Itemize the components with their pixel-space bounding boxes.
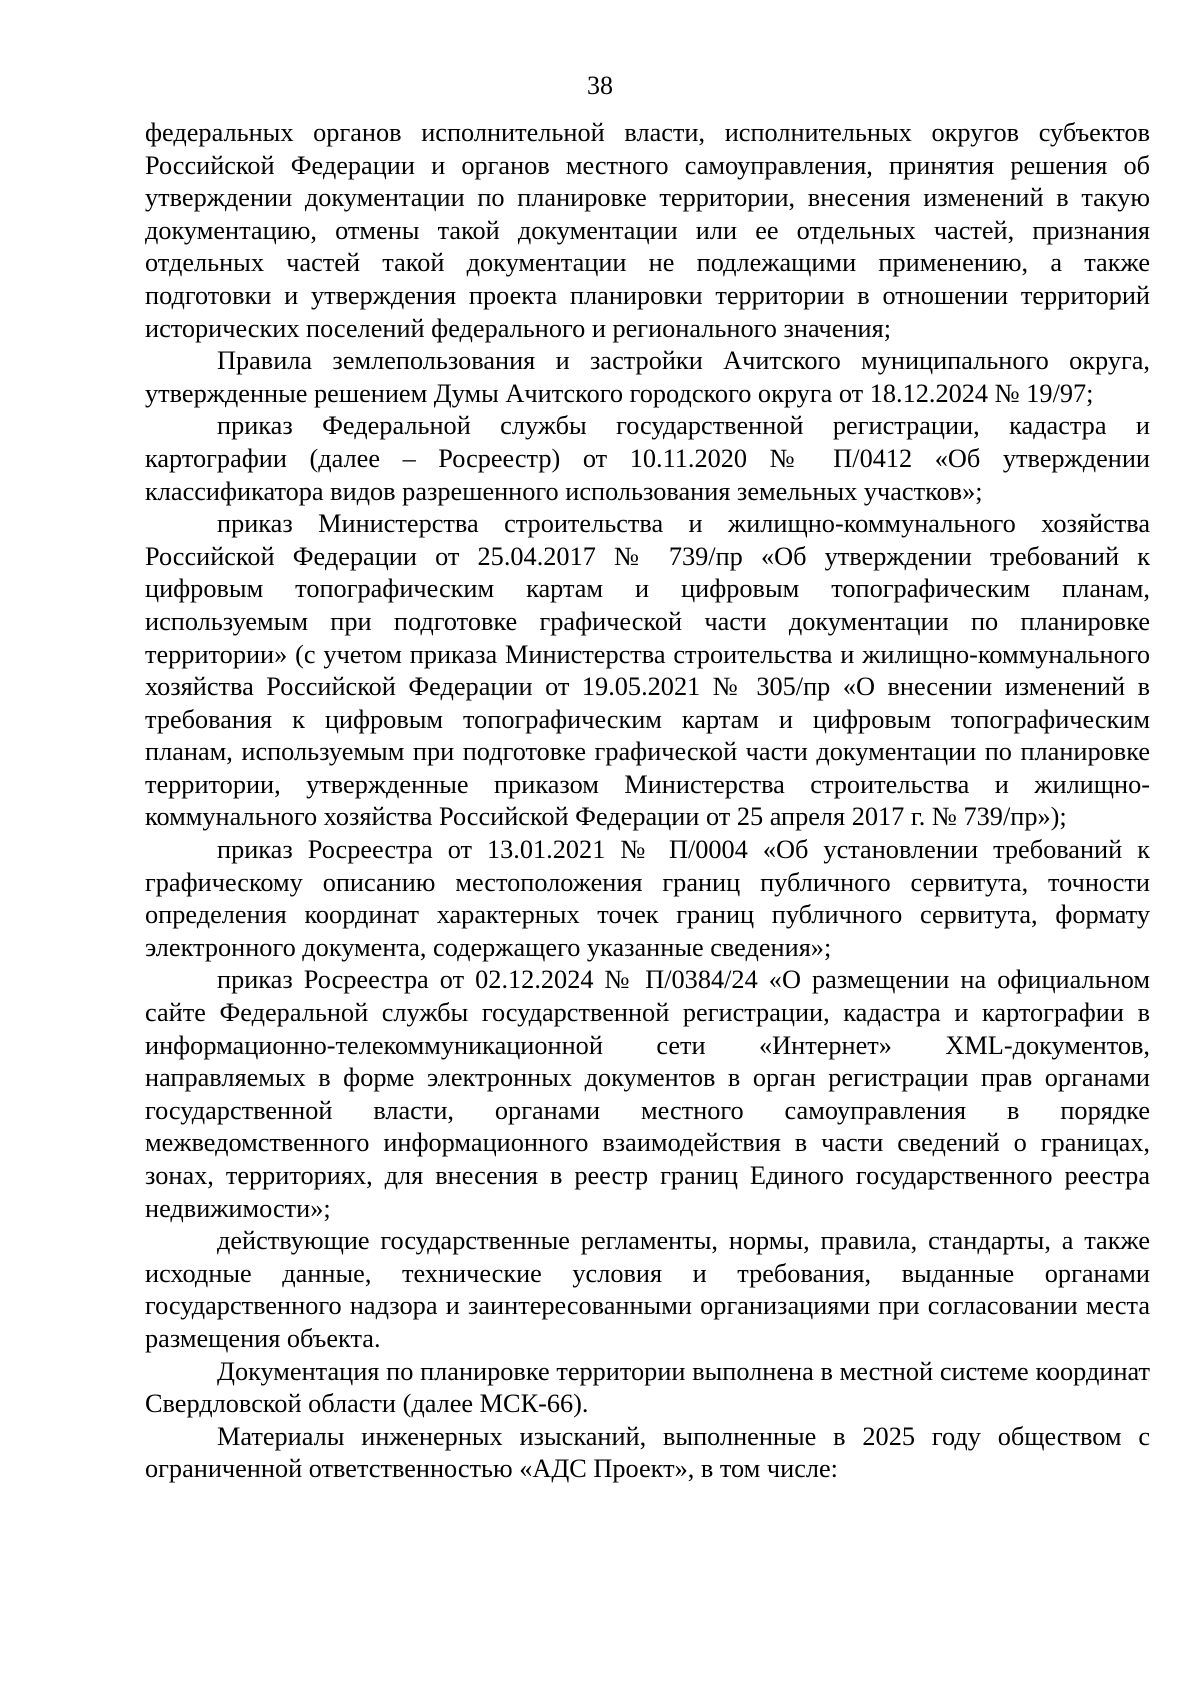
paragraph-rosreestr-order-0004: приказ Росреестра от 13.01.2021 № П/0004 «Об установлении требований к графическому описанию местоположения границ публичного сервитута, точности определения координат характерных точек границ публичного сервитута, формату электронного документа, содержащего указанные сведения»; [145,835,1150,962]
paragraph-rosreestr-order-0412: приказ Федеральной службы государственной регистрации, кадастра и картографии (далее – Росреестр) от 10.11.2020 № П/0412 «Об утверждении классификатора видов разрешенного использования земельных участков»; [145,411,1150,506]
paragraph-land-use-rules: Правила землепользования и застройки Ачитского муниципального округа, утвержденные решением Думы Ачитского городского округа от 18.12.2024 № 19/97; [145,346,1150,408]
paragraph-rosreestr-order-0384: приказ Росреестра от 02.12.2024 № П/0384/24 «О размещении на официальном сайте Федеральной службы государственной регистрации, кадастра и картографии в информационно-телекоммуникационной сети «Интернет» XML-документов, направляемых в форме электронных документов в орган регистрации прав органами государственной власти, органами местного самоуправления в порядке межведомственного информационного взаимодействия в части сведений о границах, зонах, территориях, для внесения в реестр границ Единого государственного реестра недвижимости»; [145,965,1150,1223]
paragraph-engineering-surveys: Материалы инженерных изысканий, выполненные в 2025 году обществом с ограниченной ответственностью «АДС Проект», в том числе: [145,1421,1150,1484]
document-body [145,117,1150,1486]
paragraph-continuation: федеральных органов исполнительной власти, исполнительных округов субъектов Российской Федерации и органов местного самоуправления, принятия решения об утверждении документации по планировке территории, внесения изменений в такую документацию, отмены такой документации или ее отдельных частей, признания отдельных частей такой документации не подлежащими применению, а также подготовки и утверждения проекта планировки территории в отношении территорий исторических поселений федерального и регионального значения; [145,118,1150,343]
paragraph-coordinate-system: Документация по планировке территории выполнена в местной системе координат Свердловской области (далее МСК-66). [145,1356,1150,1419]
paragraph-minstroy-order-739: приказ Министерства строительства и жилищно-коммунального хозяйства Российской Федерации от 25.04.2017 № 739/пр «Об утверждении требований к цифровым топографическим картам и цифровым топографическим планам, используемым при подготовке графической части документации по планировке территории» (с учетом приказа Министерства строительства и жилищно-коммунального хозяйства Российской Федерации от 19.05.2021 № 305/пр «О внесении изменений в требования к цифровым топографическим картам и цифровым топографическим планам, используемым при подготовке графической части документации по планировке территории, утвержденные приказом Министерства строительства и жилищно-коммунального хозяйства Российской Федерации от 25 апреля 2017 г. № 739/пр»); [145,509,1150,832]
page-number: 38 [587,71,613,100]
paragraph-regulations: действующие государственные регламенты, нормы, правила, стандарты, а также исходные данные, технические условия и требования, выданные органами государственного надзора и заинтересованными организациями при согласовании места размещения объекта. [145,1226,1150,1353]
